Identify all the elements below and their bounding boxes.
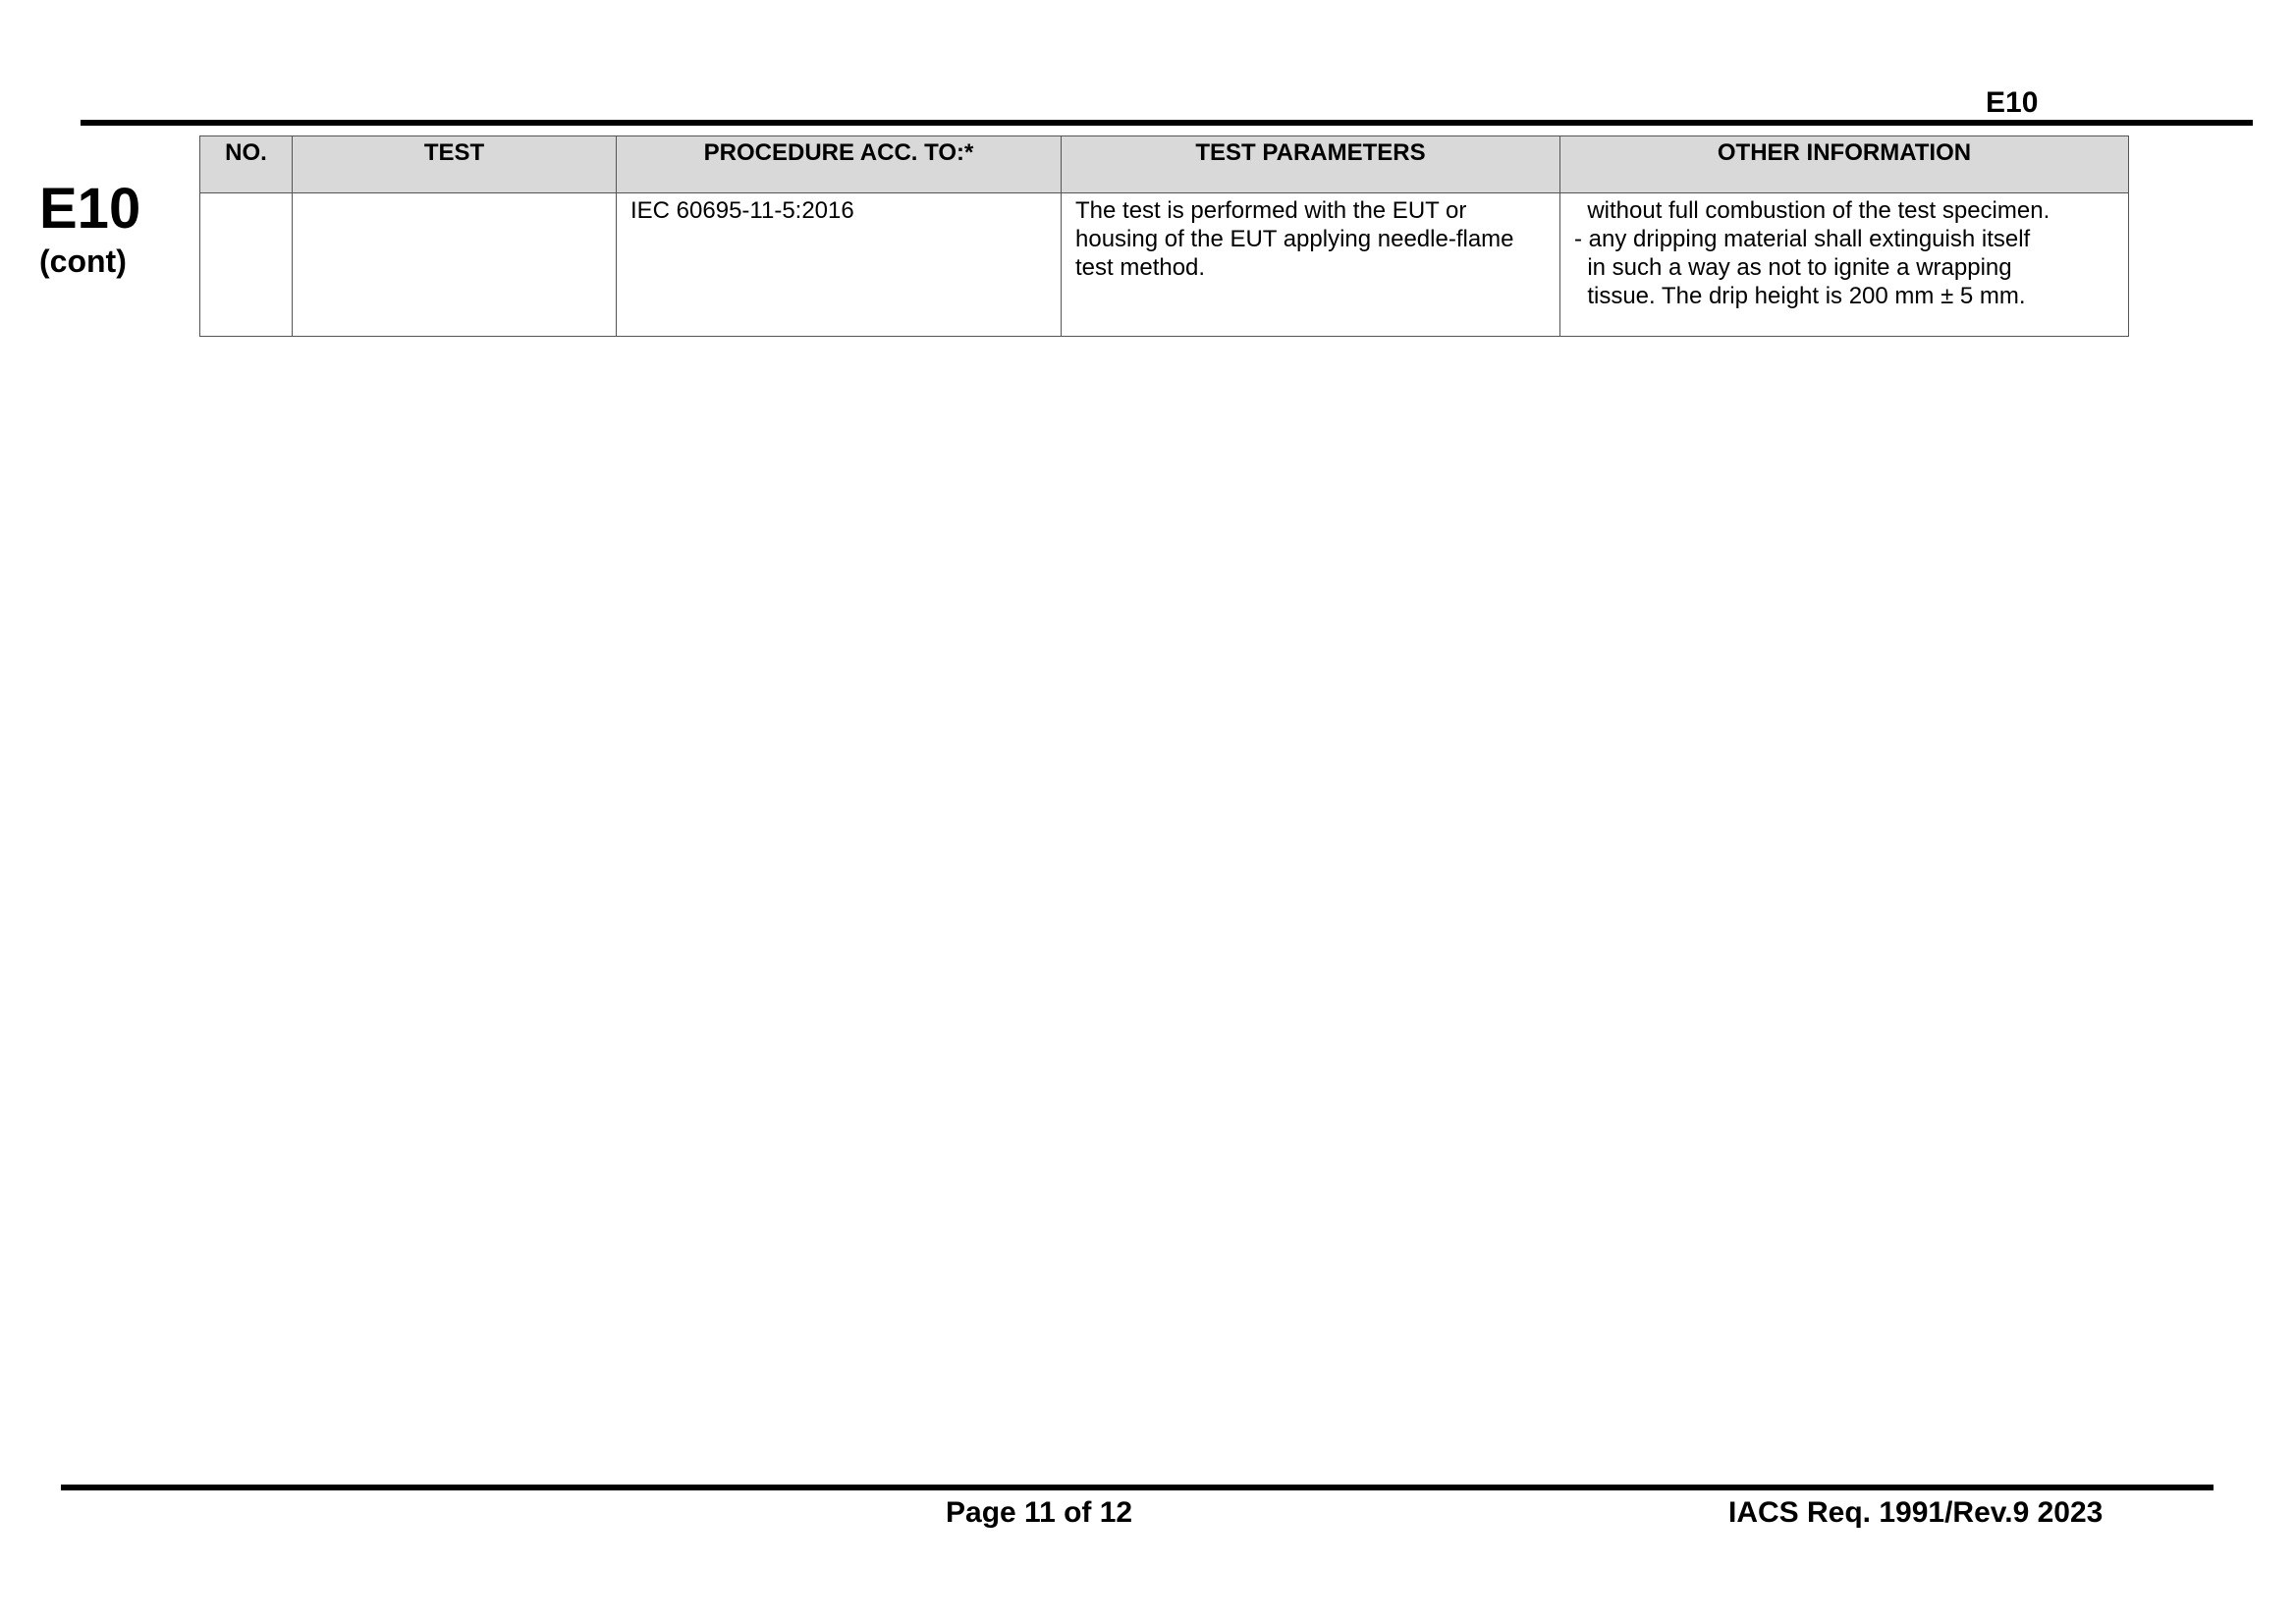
requirements-table [199, 135, 2129, 337]
other-info-line: tissue. The drip height is 200 mm ± 5 mm. [1574, 283, 2026, 309]
cell-no [200, 193, 293, 337]
other-info-line: in such a way as not to ignite a wrapping [1574, 254, 2012, 281]
other-info-line: without full combustion of the test specimen. [1574, 197, 2050, 224]
footer-reference: IACS Req. 1991/Rev.9 2023 [1728, 1496, 2104, 1529]
cell-procedure: IEC 60695-11-5:2016 [617, 193, 1062, 337]
other-info-line: - any dripping material shall extinguish itself [1574, 226, 2031, 252]
col-header-test: TEST [293, 136, 617, 193]
table-row [200, 193, 2129, 337]
cell-test [293, 193, 617, 337]
footer-rule [61, 1485, 2214, 1490]
header-code: E10 [1986, 86, 2039, 119]
header-rule [81, 120, 2253, 126]
cell-parameters: The test is performed with the EUT or housing of the EUT applying needle-flame test method. [1062, 193, 1560, 337]
side-cont-label: (cont) [39, 243, 127, 279]
table-header-row [200, 136, 2129, 193]
footer-page-number: Page 11 of 12 [946, 1496, 1133, 1529]
col-header-no: NO. [200, 136, 293, 193]
cell-other [1560, 193, 2129, 337]
col-header-parameters: TEST PARAMETERS [1062, 136, 1560, 193]
side-code: E10 [39, 177, 141, 241]
col-header-procedure: PROCEDURE ACC. TO:* [617, 136, 1062, 193]
col-header-other: OTHER INFORMATION [1560, 136, 2129, 193]
